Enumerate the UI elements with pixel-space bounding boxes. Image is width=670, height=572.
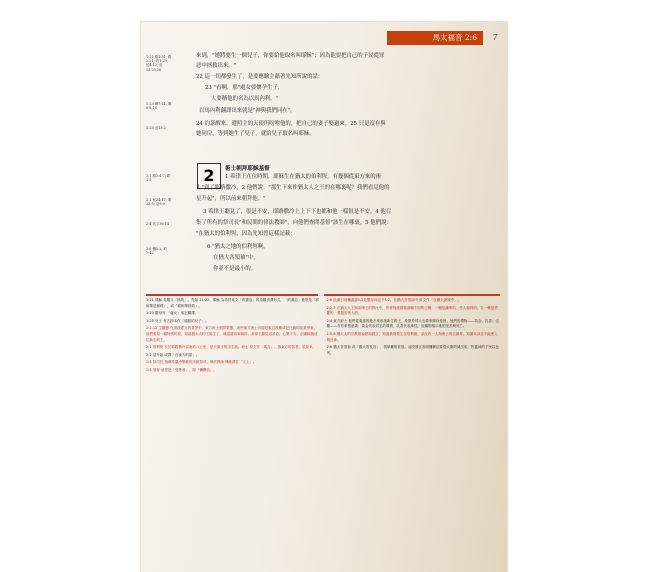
chapter-number: 2 [197,163,221,189]
verse-line: 來到，"她將要生一個兒子，你要給他取名叫耶穌"；因為他要把自己的子民從罪 [196,53,385,59]
study-notes [146,298,501,566]
study-note: 1:21 耶穌 希臘文「拯救」。先知 11:22。耶穌 為希伯來文「約書亞」的希臘音譯形式，「約書亞」意思是「耶和華是拯救」，或「耶和華拯救」。 [146,298,319,308]
cross-reference: 1:23 賽7:14; 賽8:8,10 [146,102,172,111]
cross-reference: 1:21 路1:31; 路2:21; 約1:29; 徒4:12; 徒13:23,38 [146,55,172,72]
verse-line: 3 希律王聽見了，很是不安，耶路撒冷上上下下也都和他一樣很是不安。4 他召 [203,209,392,215]
notes-column-left [146,298,321,566]
verse-line: 你並不是最小的。 [213,266,257,272]
cross-reference: 2:1 路2:4-7; 路1:5 [146,174,171,183]
notes-divider-right [324,294,500,296]
study-note: 2:6 此處引用彌迦書5:2及撒母耳記下5:2。在猶大各領袖中 原文作「在猶大諸城中」。 [326,298,462,302]
verse-line: 22 這一切都發生了，是要應驗主藉著先知所說的話： [196,74,324,80]
verse-line: 星升起"，所以前來朝拜他。" [196,196,266,202]
bible-page [141,22,507,572]
verse-line: 人要稱他的名為以馬內利。" [211,96,279,102]
cross-reference: 2:6 彌5:2; 約7:42 [146,247,167,256]
verse-line: 惡中拯救出來。" [196,63,237,69]
verse-line: 23 "看啊，那"處女要懷孕生子， [205,85,284,91]
verse-line: 士"到了耶路撒冷，2 他們說："那生下來作猶太人之王的在哪裏呢？我們看見他的 [196,185,390,191]
verse-line: 1 希律王在位時期，耶穌生在猶太的伯利恆。有幾個從東方來的術 [225,174,382,180]
page-number: 7 [492,33,498,42]
cross-reference: 2:2 民24:17; 耶23:5; 亞9:9 [146,198,172,207]
study-note: 1:25 兒子 有古抄本作「頭胎的兒子」。 [146,318,209,323]
study-note: 2:4 基督 意思是「受膏者」，即「彌賽亞」。 [146,367,217,372]
study-note: 2:5-6 猶太人的宗教領袖熟知經文，知道基督要生在伯利恆，卻沒有一人與術士同去朝拜。知識本身並不能使人親近神。 [326,331,498,342]
notes-column-right [327,298,502,566]
study-note: 1:23 撒母耳 「處女」來定翻譯。 [146,311,199,316]
study-note: 2:1 伯利恆 位於耶路撒冷以南約八公里，是大衛王的出生地。術士 原文作「瑪吉」，指東方的智者、星象家。 [146,345,316,350]
study-note: 2:1-12 主顯節 在這段經文的背景中，東方術士朝拜聖嬰。這些東方術士可能是來自波斯或巴比倫的星象學家。他們看見一顆特別的星，知道猶太人的王誕生了，就遠道前來朝拜。希律王聽見這消息，心裏不安，企圖除滅這位新生的王。 [146,326,318,342]
verse-line: 以馬內利翻譯出來就是"神與我們同在"。 [199,108,296,114]
verse-line: 她同房，等到她生了兒子，就給兒子取名叫耶穌。 [196,131,315,137]
study-note: 2:4 祭司長 指耶路撒冷聖殿的高級祭司。律法教師 傳統譯作「文士」。 [146,360,257,365]
study-note: 2:4 東方術士 他們從遙遠的地方來尋找新生的王，象徵外邦人也要來歸向基督。他們的禮物——黃金、乳香、沒藥——各有象徵意義：黃金代表君王的尊貴，乳香代表神性，沒藥則預示祂的受苦與死亡。 [326,318,499,329]
cross-reference: 2:4 代下36:14 [146,222,170,226]
notes-divider-left [146,294,318,296]
verse-line: 24 約瑟醒來，遵照主的天使所吩咐他的，把自己的妻子娶過來。25 只是沒有與 [196,121,386,127]
verse-line: 在猶大各領袖"中， [213,255,259,261]
study-note: 2:2-3 在猶太人王與希律王的對比中，作者刻意描寫兩種不同的王權：一種是謙卑的、受人朝拜的；另一種是恐懼的、要殺害別人的。 [326,305,498,316]
verse-line: 6 "猶太之地的伯利恆啊， [207,244,269,250]
running-header [387,31,507,45]
header-reference: 馬太福音 2:6 [387,31,483,45]
study-note: 2:6 猶太各領袖 或「猶大的長官」，指掌權的首領。這段預言表明彌賽亞要從大衛的城出來，牧養神的子民以色列。 [326,345,499,355]
section-heading: 術士朝拜耶穌基督 [225,166,270,172]
verse-line: 集了所有的祭司長"和民間的律法教師"，向他們查問基督"該生在哪裏。5 他們說： [196,220,392,226]
verse-line: "在猶太的伯利恆，因為先知曾這樣記載： [196,231,296,237]
cross-reference: 1:25 出13:2 [146,126,166,130]
study-note: 2:2 星升起 或譯「在東方的星」。 [146,352,200,357]
